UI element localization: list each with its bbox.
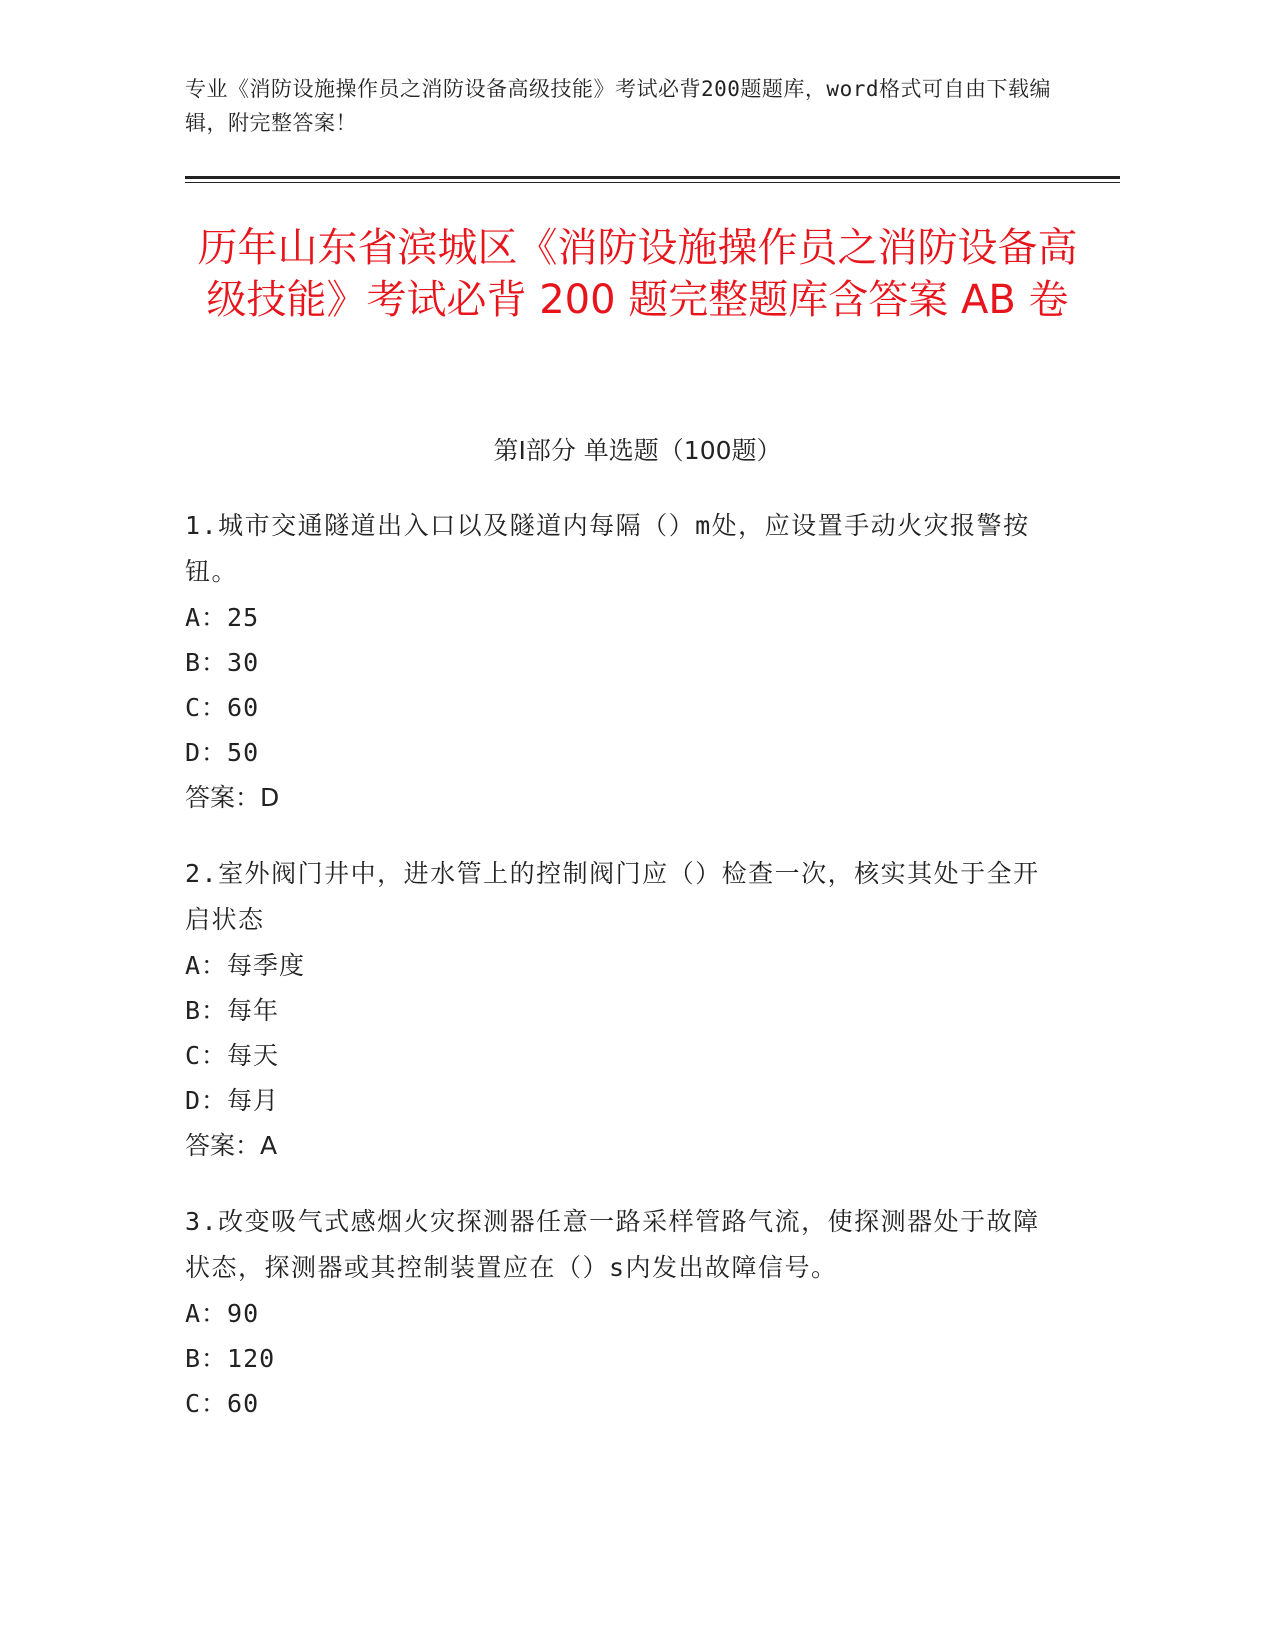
option-a: A：每季度 xyxy=(185,951,306,980)
header-divider-thick xyxy=(185,176,1120,179)
question-3 xyxy=(185,1199,1065,1426)
option-d: D：50 xyxy=(185,738,260,767)
question-2 xyxy=(185,851,1065,1169)
option-a: A：25 xyxy=(185,603,260,632)
answer-line: 答案：D xyxy=(185,783,280,812)
answer-line: 答案：A xyxy=(185,1131,278,1160)
option-b: B：30 xyxy=(185,648,260,677)
section-heading: 第Ⅰ部分 单选题（100题） xyxy=(493,436,782,465)
option-b: B：120 xyxy=(185,1344,276,1373)
option-a: A：90 xyxy=(185,1299,260,1328)
question-stem: 1.城市交通隧道出入口以及隧道内每隔（）m处，应设置手动火灾报警按钮。 xyxy=(185,511,1030,586)
header-note: 专业《消防设施操作员之消防设备高级技能》考试必背200题题库，word格式可自由下载编辑，附完整答案！ xyxy=(185,77,1051,135)
question-1 xyxy=(185,503,1065,821)
question-stem: 3.改变吸气式感烟火灾探测器任意一路采样管路气流，使探测器处于故障状态，探测器或其控制装置应在（）s内发出故障信号。 xyxy=(185,1207,1040,1282)
header-divider-thin xyxy=(185,182,1120,183)
option-c: C：60 xyxy=(185,1389,260,1418)
document-title: 历年山东省滨城区《消防设施操作员之消防设备高级技能》考试必背 200 题完整题库含答案 AB 卷 xyxy=(197,225,1078,323)
option-d: D：每月 xyxy=(185,1086,280,1115)
option-c: C：60 xyxy=(185,693,260,722)
option-c: C：每天 xyxy=(185,1041,280,1070)
option-b: B：每年 xyxy=(185,996,280,1025)
question-stem: 2.室外阀门井中，进水管上的控制阀门应（）检查一次，核实其处于全开启状态 xyxy=(185,859,1040,934)
